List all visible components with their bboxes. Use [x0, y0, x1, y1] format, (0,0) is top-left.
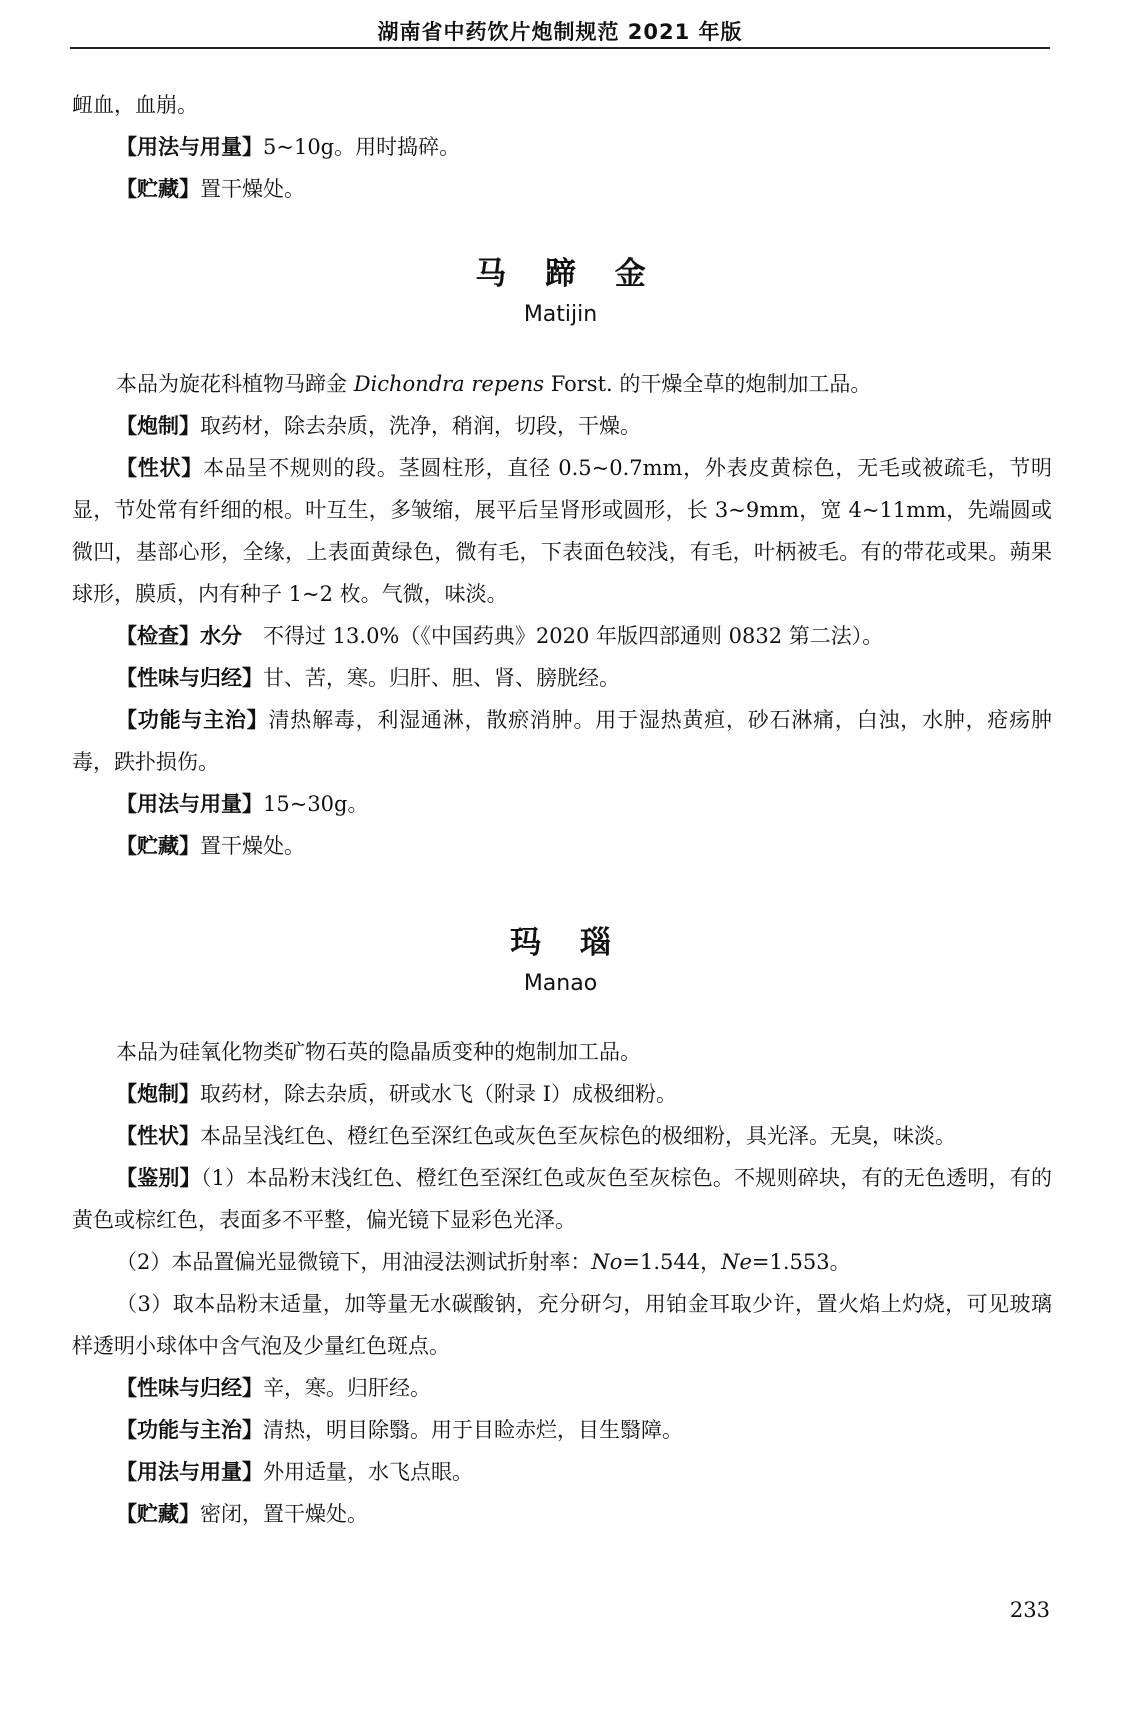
character-text: 本品呈浅红色、橙红色至深红色或灰色至灰棕色的极细粉，具光泽。无臭，味淡。 [200, 1124, 956, 1148]
nature-text: 甘、苦，寒。归肝、胆、肾、膀胱经。 [263, 666, 620, 690]
nature-label: 【性味与归经】 [116, 666, 263, 690]
storage-text: 置干燥处。 [200, 834, 305, 858]
usage-text: 15~30g。 [263, 792, 369, 816]
processing-text: 取药材，除去杂质，洗净，稍润，切段，干燥。 [200, 414, 641, 438]
processing-text: 取药材，除去杂质，研或水飞（附录 I）成极细粉。 [200, 1082, 677, 1106]
usage-paragraph-top [72, 126, 1052, 168]
storage-paragraph-top [72, 168, 1052, 210]
function-label: 【功能与主治】 [116, 1418, 263, 1442]
running-header: 湖南省中药饮片炮制规范 2021 年版 [377, 20, 743, 44]
usage-label: 【用法与用量】 [116, 1460, 263, 1484]
usage-label: 【用法与用量】 [116, 135, 263, 159]
page-number: 233 [1009, 1598, 1050, 1622]
usage-label: 【用法与用量】 [116, 792, 263, 816]
nature-text: 辛，寒。归肝经。 [263, 1376, 431, 1400]
identification-label: 【鉴别】 [116, 1166, 201, 1190]
inspection-text: 不得过 13.0%（《中国药典》2020 年版四部通则 0832 第二法）。 [242, 624, 884, 648]
identification-text: （1）本品粉末浅红色、橙红色至深红色或灰色至灰棕色。不规则碎块，有的无色透明，有的黄色或棕红色，表面多不平整，偏光镜下显彩色光泽。 [72, 1166, 1053, 1232]
continued-text: 衄血，血崩。 [72, 93, 198, 117]
nature-paragraph [72, 657, 1052, 699]
entry-intro [72, 363, 1052, 405]
usage-text: 外用适量，水飞点眼。 [263, 1460, 473, 1484]
character-label: 【性状】 [116, 1124, 200, 1148]
header-rule [70, 47, 1050, 49]
identification-paragraph [72, 1157, 1052, 1241]
character-text: 本品呈不规则的段。茎圆柱形，直径 0.5~0.7mm，外表皮黄棕色，无毛或被疏毛，节明显，节处常有纤细的根。叶互生，多皱缩，展平后呈肾形或圆形，长 3~9mm，宽 4~11mm，先端圆或微凹，基部心形，全缘，上表面黄绿色，微有毛，下表面色较浅，有毛，叶柄被毛。有的带花或果。蒴果球形，膜质，内有种子 1~2 枚。气微，味淡。 [72, 456, 1053, 606]
storage-text: 密闭，置干燥处。 [200, 1502, 368, 1526]
storage-paragraph [72, 825, 1052, 867]
intro-text-end: Forst. 的干燥全草的炮制加工品。 [544, 372, 872, 396]
entry-title-zh: 玛 瑙 [510, 925, 611, 961]
processing-paragraph [72, 405, 1052, 447]
storage-paragraph [72, 1493, 1052, 1535]
storage-label: 【贮藏】 [116, 834, 200, 858]
processing-label: 【炮制】 [116, 1082, 200, 1106]
entry-intro: 本品为硅氧化物类矿物石英的隐晶质变种的炮制加工品。 [116, 1040, 641, 1064]
character-label: 【性状】 [116, 456, 203, 480]
processing-label: 【炮制】 [116, 414, 200, 438]
intro-latin-name: Dichondra repens [353, 372, 545, 396]
storage-label: 【贮藏】 [116, 1502, 200, 1526]
storage-label: 【贮藏】 [116, 177, 200, 201]
refractive-index-ne-value: =1.553。 [751, 1250, 851, 1274]
usage-text: 5~10g。用时捣碎。 [263, 135, 461, 159]
nature-paragraph [72, 1367, 1052, 1409]
inspection-paragraph [72, 615, 1052, 657]
intro-text: 本品为旋花科植物马蹄金 [116, 372, 354, 396]
refractive-index-ne-symbol: Ne [721, 1250, 752, 1274]
character-paragraph [72, 447, 1052, 615]
usage-paragraph [72, 1451, 1052, 1493]
entry-title-en: Matijin [523, 302, 598, 327]
function-paragraph [72, 1409, 1052, 1451]
refractive-index-no-symbol: No [591, 1250, 623, 1274]
function-paragraph [72, 699, 1052, 783]
inspection-label: 【检查】水分 [116, 624, 242, 648]
nature-label: 【性味与归经】 [116, 1376, 263, 1400]
identification-2-text: （2）本品置偏光显微镜下，用油浸法测试折射率： [116, 1250, 592, 1274]
function-label: 【功能与主治】 [116, 708, 269, 732]
identification-paragraph-2 [72, 1241, 1052, 1283]
function-text: 清热解毒，利湿通淋，散瘀消肿。用于湿热黄疸，砂石淋痛，白浊，水肿，疮疡肿毒，跌扑损伤。 [72, 708, 1052, 774]
storage-text: 置干燥处。 [200, 177, 305, 201]
character-paragraph [72, 1115, 1052, 1157]
function-text: 清热，明目除翳。用于目睑赤烂，目生翳障。 [263, 1418, 683, 1442]
usage-paragraph [72, 783, 1052, 825]
identification-paragraph-3: （3）取本品粉末适量，加等量无水碳酸钠，充分研匀，用铂金耳取少许，置火焰上灼烧，可见玻璃样透明小球体中含气泡及少量红色斑点。 [72, 1292, 1052, 1358]
entry-title-zh: 马 蹄 金 [475, 256, 646, 292]
entry-title-en: Manao [523, 971, 598, 996]
refractive-index-no-value: =1.544， [622, 1250, 722, 1274]
processing-paragraph [72, 1073, 1052, 1115]
